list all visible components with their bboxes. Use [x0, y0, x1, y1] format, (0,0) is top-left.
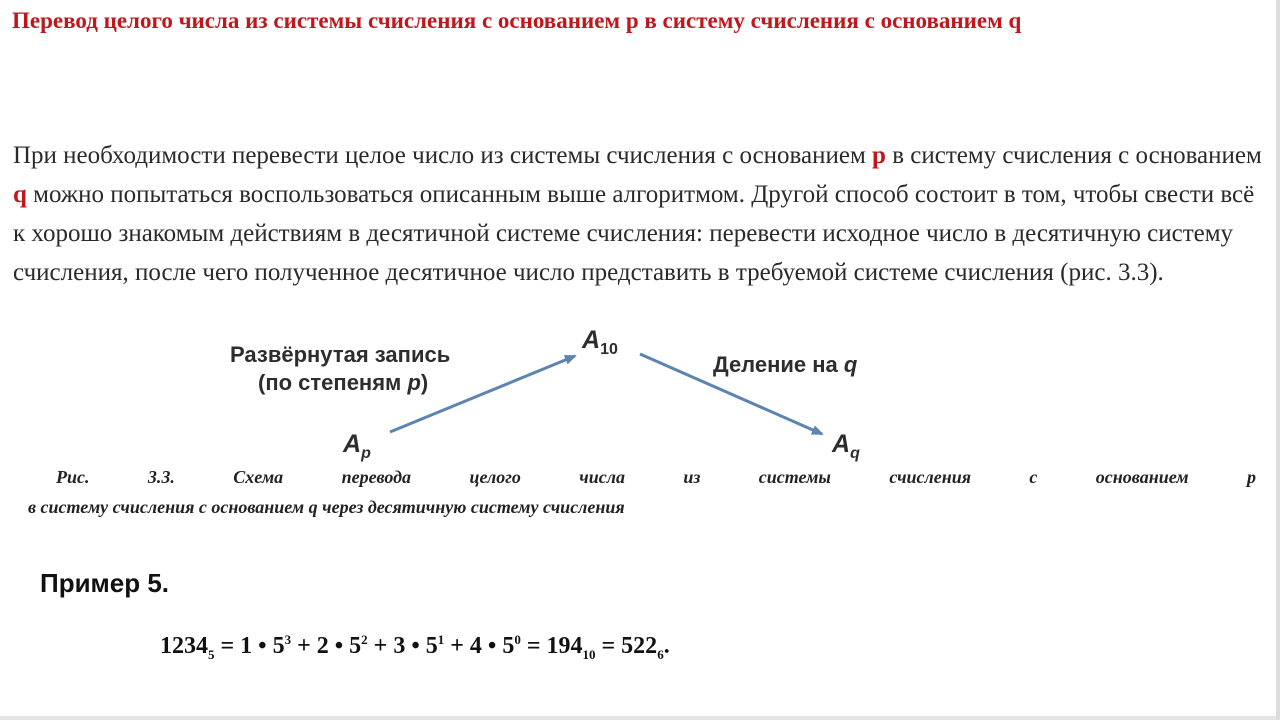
caption-word: р: [1246, 467, 1256, 487]
formula-term: + 2 • 5: [291, 633, 362, 659]
node-a-10-base: A: [582, 326, 601, 354]
formula-period: .: [663, 633, 670, 659]
caption-line2: в систему счисления с основанием q через десятичную систему счисления: [28, 497, 625, 517]
caption-word: основанием: [1095, 467, 1189, 487]
bottom-divider: [0, 716, 1280, 720]
formula-result: = 522: [595, 633, 658, 659]
caption-word: Схема: [233, 467, 284, 487]
formula-term: = 1 • 5: [214, 633, 285, 659]
caption-word: счисления: [889, 467, 972, 487]
caption-word: системы: [758, 467, 831, 487]
intro-text-part3: можно попытаться воспользоваться описанным выше алгоритмом. Другой способ состоит в том, чтобы свести всё к хорошо знакомым действиям в десятичной системе счисления: перевести исходное число в десятичную систему счисления, после чего полученное десятичное число представить в требуемой системе счисления (рис. 3.3).: [13, 181, 1255, 286]
caption-word: Рис.: [56, 467, 90, 487]
node-a-q: [832, 430, 860, 463]
node-a-p: [343, 430, 371, 463]
page-title: Перевод целого числа из системы счисления с основанием p в систему счисления с основанием q: [12, 8, 1022, 33]
intro-paragraph: [13, 136, 1268, 320]
caption-word: из: [683, 467, 701, 487]
intro-text-part1: При необходимости перевести целое число из системы счисления с основанием: [13, 142, 873, 169]
caption-word: 3.3.: [147, 467, 175, 487]
caption-word: с: [1029, 467, 1038, 487]
caption-word: перевода: [341, 467, 412, 487]
node-a-q-base: A: [832, 430, 851, 458]
node-a-p-base: A: [343, 430, 362, 458]
formula-base: 6: [657, 646, 664, 662]
node-a-q-sub: q: [850, 445, 860, 462]
formula-exponent: 1: [437, 632, 445, 647]
intro-text-part2: в систему счисления с основанием: [885, 142, 1262, 169]
formula-number: 1234: [160, 633, 208, 659]
intro-highlight-p: p: [872, 142, 886, 169]
division-by-q-label: [713, 352, 857, 378]
caption-line1: [28, 462, 1256, 492]
formula-term: + 3 • 5: [367, 633, 438, 659]
division-text: Деление на: [713, 352, 844, 377]
conversion-diagram: [220, 320, 920, 470]
powers-text-b: ): [420, 370, 429, 395]
formula-base: 5: [208, 646, 215, 662]
example-formula: [160, 632, 670, 663]
expanded-notation-line1: Развёрнутая запись: [230, 342, 451, 367]
node-a-p-sub: p: [361, 445, 371, 462]
expanded-notation-label: [230, 342, 450, 368]
figure-caption: [28, 462, 1256, 522]
division-text-q: q: [843, 352, 858, 377]
node-a-10-sub: 10: [600, 341, 618, 358]
powers-text-p: p: [407, 370, 421, 395]
caption-word: целого: [469, 467, 521, 487]
formula-base: 10: [582, 646, 596, 662]
formula-decimal: = 194: [520, 633, 583, 659]
caption-word: числа: [579, 467, 625, 487]
powers-text-a: (по степеням: [258, 370, 408, 395]
intro-highlight-q: q: [13, 181, 27, 208]
example-title: Пример 5.: [40, 568, 170, 598]
right-divider: [1276, 0, 1280, 720]
formula-exponent: 0: [514, 632, 521, 647]
formula-term: + 4 • 5: [444, 633, 515, 659]
powers-of-p-label: [258, 370, 428, 396]
formula-exponent: 3: [284, 632, 292, 647]
formula-exponent: 2: [361, 632, 368, 647]
node-a-10: [582, 326, 618, 359]
